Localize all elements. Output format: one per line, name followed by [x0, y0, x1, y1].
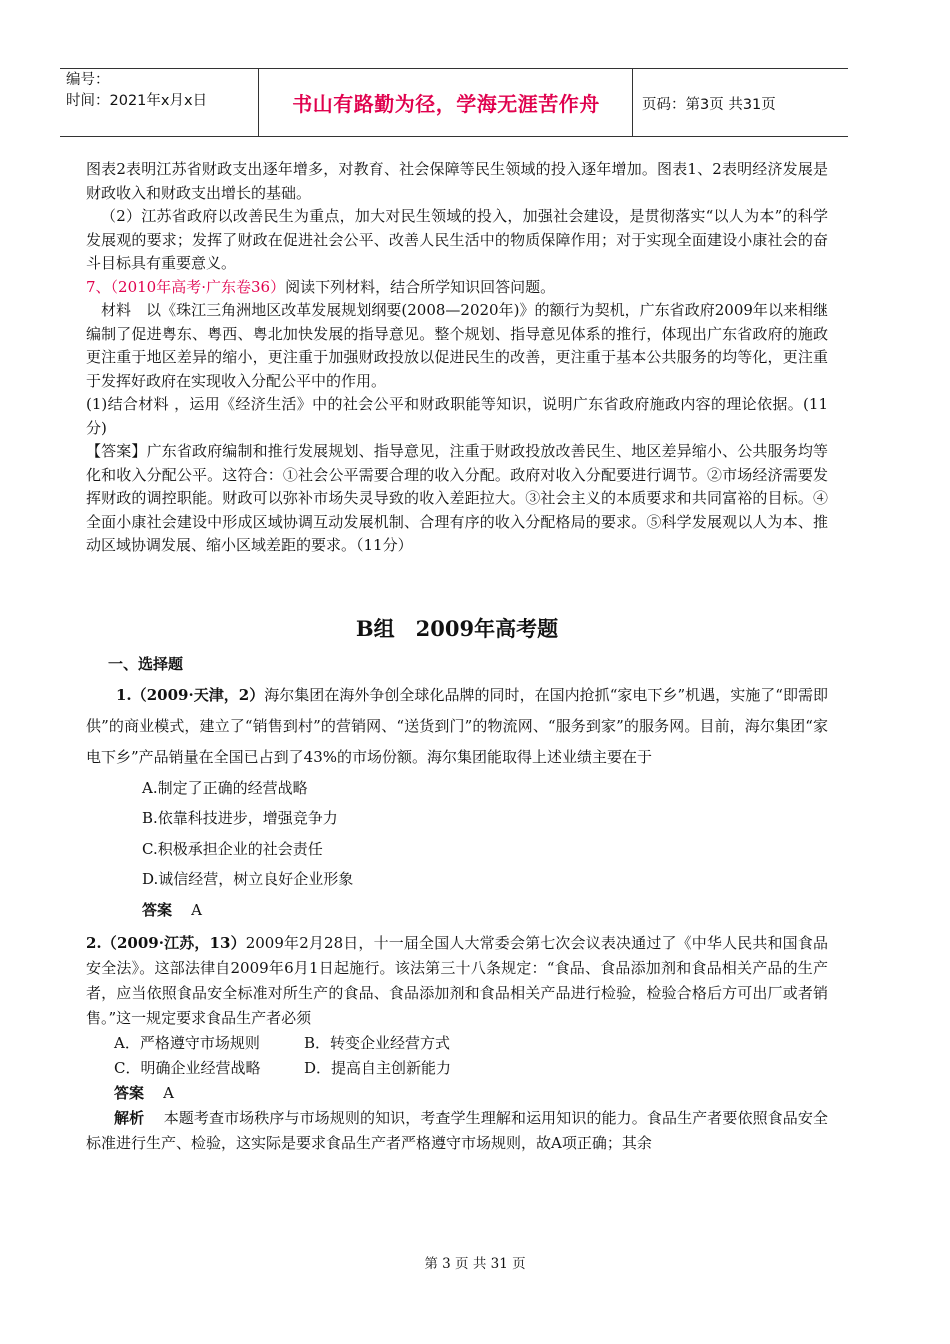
header-divider-left: [258, 68, 259, 136]
question-7-material: 材料 以《珠江三角洲地区改革发展规划纲要(2008—2020年)》的额行为契机，广东省政府2009年以来相继编制了促进粤东、粤西、粤北加快发展的指导意见。整个规划、指导意见体系的推行，体现出广东省政府的施政更注重于地区差异的缩小，更注重于加强财政投放以促进民生的改善，更注重于基本公共服务的均等化，更注重于发挥好政府在实现收入分配公平中的作用。: [86, 301, 828, 390]
section-subtitle: 一、选择题: [108, 654, 184, 673]
question-2-answer-label: 答案: [114, 1083, 145, 1102]
question-7-sub1: (1)结合材料 ，运用《经济生活》中的社会公平和财政职能等知识，说明广东省政府施政内容的理论依据。(11分): [86, 395, 828, 437]
section-title: B组 2009年高考题: [355, 615, 559, 641]
question-2: [86, 931, 828, 1031]
question-7-number: 7、（2010年高考·广东卷36）: [86, 277, 286, 296]
question-1-text: 海尔集团在海外争创全球化品牌的同时，在国内抢抓“家电下乡”机遇，实施了“即需即供”的商业模式，建立了“销售到村”的营销网、“送货到门”的物流网、“服务到家”的服务网。目前，海尔集团“家电下乡”产品销量在全国已占到了43%的市场份额。海尔集团能取得上述业绩主要在于: [86, 685, 828, 766]
question-2-option-c: C．明确企业经营战略: [114, 1058, 261, 1077]
header-page-label: 页码：第3页 共31页: [642, 97, 776, 113]
paragraph-chart2: 图表2表明江苏省财政支出逐年增多，对教育、社会保障等民生领域的投入逐年增加。图表1、2表明经济发展是财政收入和财政支出增长的基础。: [86, 160, 828, 202]
question-2-options-row1: [86, 1031, 828, 1056]
question-2-analysis-text: 本题考查市场秩序与市场规则的知识，考查学生理解和运用知识的能力。食品生产者要依照食品安全标准进行生产、检验，这实际是要求食品生产者严格遵守市场规则，故A项正确；其余: [86, 1108, 828, 1152]
question-2-option-d: D．提高自主创新能力: [304, 1058, 452, 1077]
question-1-source: 1.（2009·天津，2）: [116, 685, 265, 704]
question-2-option-b: B．转变企业经营方式: [304, 1033, 451, 1052]
header-bottom-rule: [60, 136, 848, 137]
question-2-option-a: A．严格遵守市场规则: [114, 1033, 260, 1052]
question-2-answer-value: A: [163, 1083, 174, 1102]
question-1-option-d: D.诚信经营，树立良好企业形象: [142, 870, 354, 888]
question-7-answer: 【答案】广东省政府编制和推行发展规划、指导意见，注重于财政投放改善民生、地区差异缩小、公共服务均等化和收入分配公平。这符合：①社会公平需要合理的收入分配。政府对收入分配要进行调节。②市场经济需要发挥财政的调控职能。财政可以弥补市场失灵导致的收入差距拉大。③社会主义的本质要求和共同富裕的目标。④全面小康社会建设中形成区域协调互动发展机制、合理有序的收入分配格局的要求。⑤科学发展观以人为本、推动区域协调发展、缩小区域差距的要求。（11分）: [86, 442, 828, 554]
question-7: [86, 276, 828, 300]
question-2-text: 2009年2月28日，十一届全国人大常委会第七次会议表决通过了《中华人民共和国食品安全法》。这部法律自2009年6月1日起施行。该法第三十八条规定：“食品、食品添加剂和食品相关产品的生产者，应当依照食品安全标准对所生产的食品、食品添加剂和食品相关产品进行检验，检验合格后方可出厂或者销售。”这一规定要求食品生产者必须: [86, 933, 828, 1027]
header-time-label: 时间：2021年x月x日: [66, 93, 208, 109]
document-body: [86, 158, 828, 1156]
question-2-source: 2.（2009·江苏，13）: [86, 933, 246, 952]
question-2-analysis: [86, 1106, 828, 1156]
question-1-answer-value: A: [191, 900, 202, 919]
header-divider-right: [632, 68, 633, 136]
header-number-label: 编号：: [66, 72, 110, 88]
header-motto: 书山有路勤为径，学海无涯苦作舟: [292, 92, 600, 116]
question-1-option-b: B.依靠科技进步，增强竞争力: [142, 809, 338, 827]
question-1-option-c: C.积极承担企业的社会责任: [142, 839, 323, 858]
header-meta: [66, 70, 207, 112]
question-2-answer: [86, 1081, 828, 1106]
page-footer: 第 3 页 共 31 页: [424, 1256, 526, 1272]
question-1-answer: [86, 895, 828, 925]
question-7-text: 阅读下列材料，结合所学知识回答问题。: [285, 277, 556, 296]
question-1-option-a: A.制定了正确的经营战略: [142, 778, 308, 797]
question-2-analysis-label: 解析: [114, 1108, 145, 1127]
question-1-answer-label: 答案: [142, 900, 173, 919]
paragraph-answer-2: （2）江苏省政府以改善民生为重点，加大对民生领域的投入，加强社会建设，是贯彻落实“以人为本”的科学发展观的要求；发挥了财政在促进社会公平、改善人民生活中的物质保障作用；对于实现全面建设小康社会的奋斗目标具有重要意义。: [86, 207, 828, 272]
question-2-options-row2: [86, 1056, 828, 1081]
header-top-rule: [60, 68, 848, 69]
question-1: [86, 680, 828, 773]
